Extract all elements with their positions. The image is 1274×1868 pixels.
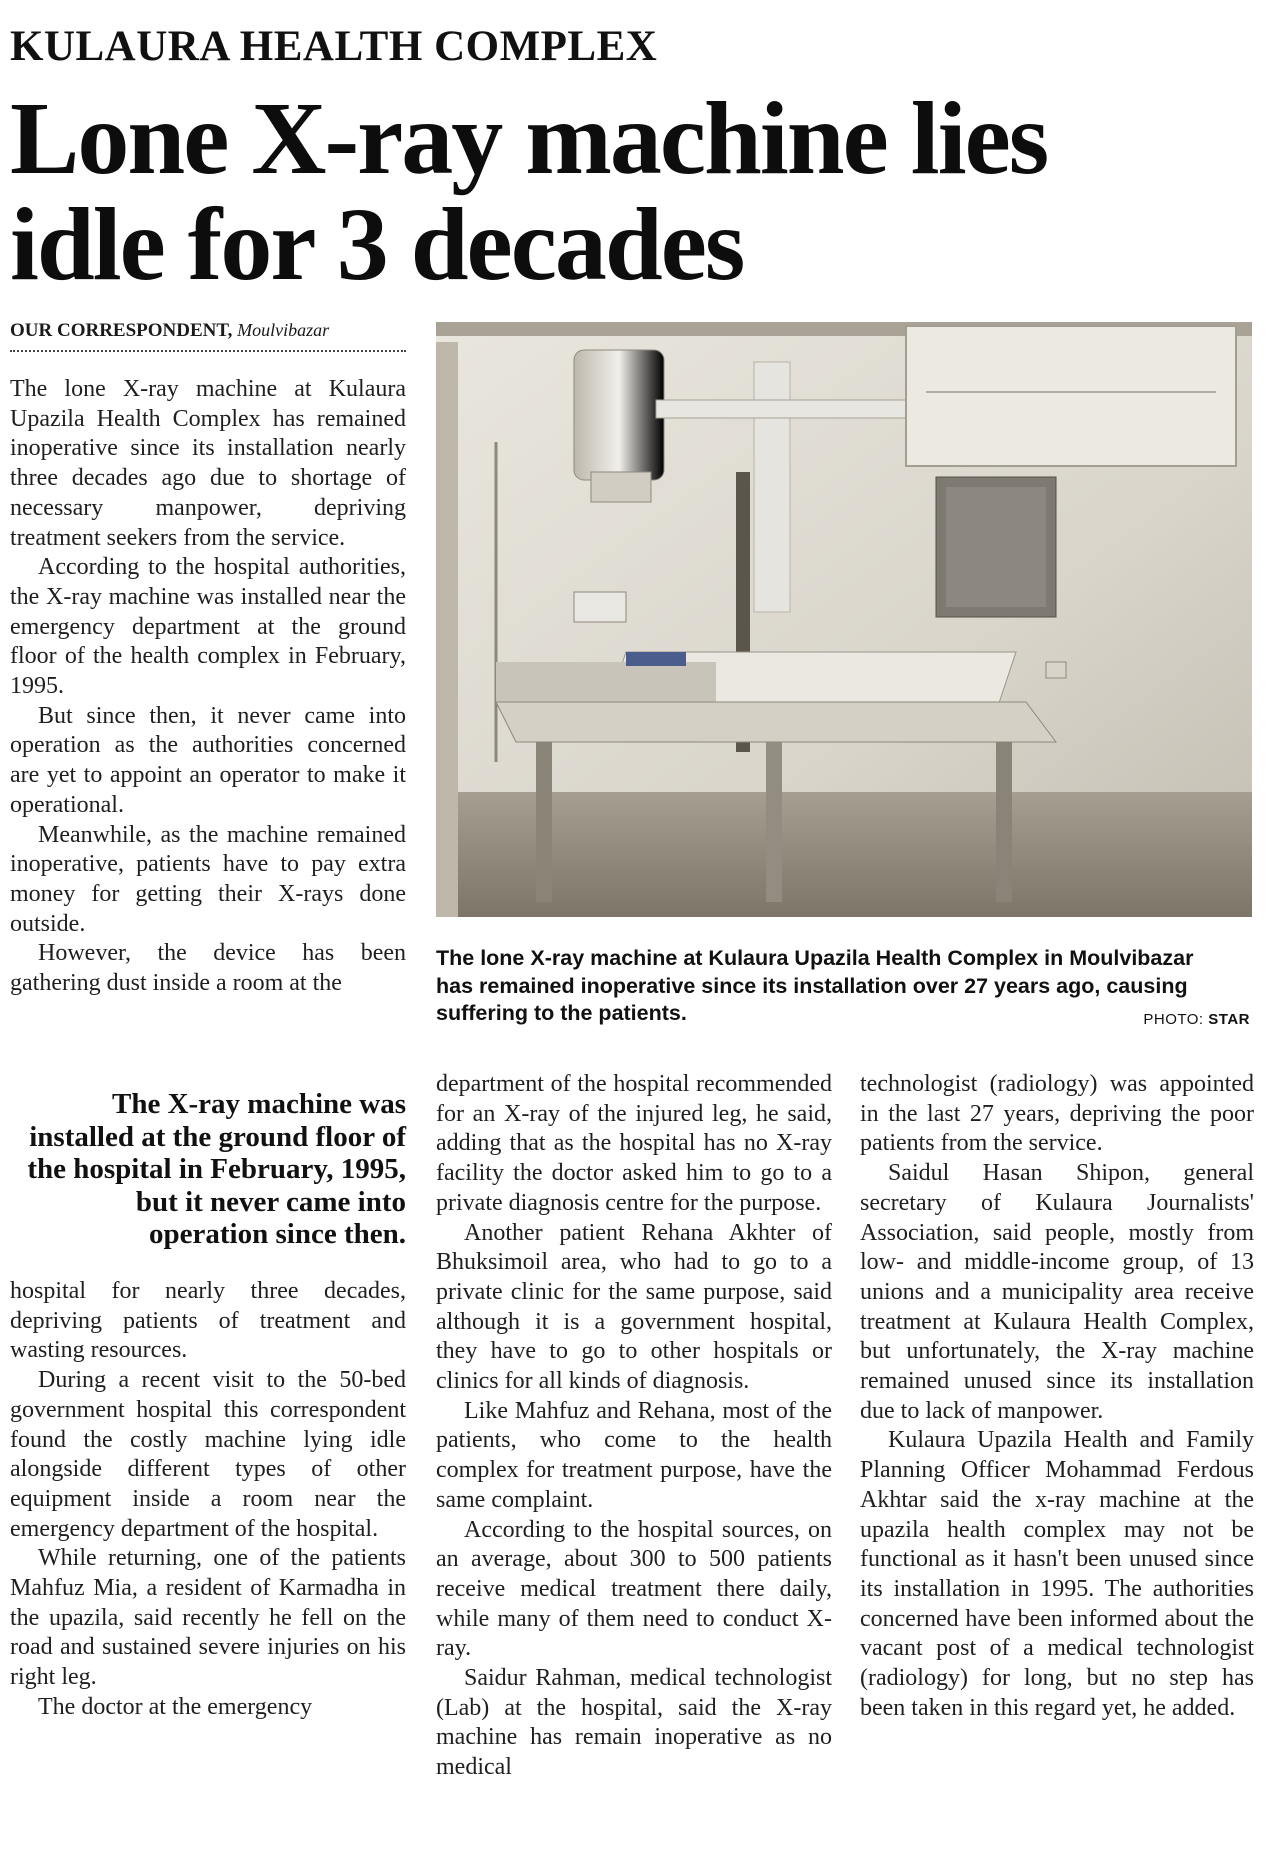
paragraph: However, the device has been gathering dust inside a room at the <box>10 940 406 997</box>
headline-line-1: Lone X-ray machine lies <box>10 81 1048 196</box>
paragraph: hospital for nearly three decades, depriving patients of treatment and wasting resources. <box>10 1278 406 1364</box>
column-2 <box>436 1070 832 1783</box>
photo-illustration <box>436 322 1252 917</box>
paragraph: technologist (radiology) was appointed in the last 27 years, depriving the poor patients from the service. <box>860 1071 1254 1157</box>
paragraph: Meanwhile, as the machine remained inoperative, patients have to pay extra money for getting their X-rays done outside. <box>10 821 406 937</box>
pull-quote: The X-ray machine was installed at the ground floor of the hospital in February, 1995, but it never came into operation since then. <box>27 1088 406 1250</box>
section-kicker: KULAURA HEALTH COMPLEX <box>10 23 658 70</box>
paragraph: Saidul Hasan Shipon, general secretary of Kulaura Journalists' Association, said people, mostly from low- and middle-income group, of 13 unions and a municipality area receive treatment at Kulaura Health Complex, but unfortunately, the X-ray machine remained unused since its installation due to lack of manpower. <box>860 1160 1254 1424</box>
caption-text: suffering to the patients. <box>436 1001 687 1025</box>
paragraph: According to the hospital sources, on an average, about 300 to 500 patients receive medical treatment there daily, while many of them need to conduct X-ray. <box>436 1516 832 1662</box>
byline <box>10 320 406 352</box>
caption-line-2: has remained inoperative since its installation over 27 years ago, causing <box>436 973 1188 998</box>
headline-line-2: idle for 3 decades <box>10 187 744 302</box>
paragraph: According to the hospital authorities, the X-ray machine was installed near the emergency department at the ground floor of the health complex in February, 1995. <box>10 554 406 700</box>
photo-credit <box>1143 1006 1250 1034</box>
caption-line-1: The lone X-ray machine at Kulaura Upazila Health Complex in Moulvibazar <box>436 946 1194 970</box>
paragraph: During a recent visit to the 50-bed government hospital this correspondent found the costly machine lying idle alongside different types of other equipment inside a room near the emergency department of the hospital. <box>10 1367 406 1542</box>
photo-credit-label: PHOTO: <box>1143 1011 1204 1028</box>
paragraph: Another patient Rehana Akhter of Bhuksimoil area, who had to go to a private clinic for the same purpose, said although it is a government hospital, they have to go to other hospitals or clinics for all kinds of diagnosis. <box>436 1219 832 1395</box>
column-3 <box>860 1070 1254 1723</box>
paragraph: Like Mahfuz and Rehana, most of the patients, who come to the health complex for treatment purpose, have the same complaint. <box>436 1397 832 1513</box>
paragraph: While returning, one of the patients Mahfuz Mia, a resident of Karmadha in the upazila, said recently he fell on the road and sustained severe injuries on his right leg. <box>10 1545 406 1691</box>
paragraph: But since then, it never came into operation as the authorities concerned are yet to appoint an operator to make it operational. <box>10 702 406 818</box>
byline-location: Moulvibazar <box>237 320 330 340</box>
column-1-bottom <box>10 1277 406 1723</box>
photo-caption <box>436 945 1252 1028</box>
column-1-top <box>10 375 406 999</box>
paragraph: The lone X-ray machine at Kulaura Upazila Health Complex has remained inoperative since its installation nearly three decades ago due to shortage of necessary manpower, depriving treatment seekers from the service. <box>10 376 406 551</box>
paragraph: Kulaura Upazila Health and Family Planning Officer Mohammad Ferdous Akhtar said the x-ray machine at the upazila health complex may not be functional as it hasn't been unused since its installation in 1995. The authorities concerned have been informed about the vacant post of a medical technologist (radiology) for long, but no step has been taken in this regard yet, he added. <box>860 1427 1254 1721</box>
paragraph: Saidur Rahman, medical technologist (Lab) at the hospital, said the X-ray machine has remain inoperative as no medical <box>436 1665 832 1781</box>
paragraph: The doctor at the emergency <box>38 1693 313 1720</box>
paragraph: department of the hospital recommended for an X-ray of the injured leg, he said, adding that as the hospital has no X-ray facility the doctor asked him to go to a private diagnosis centre for the purpose. <box>436 1071 832 1216</box>
headline <box>10 81 1270 302</box>
byline-name: OUR CORRESPONDENT, <box>10 320 233 341</box>
caption-line-3 <box>436 1000 1252 1028</box>
photo-credit-source: STAR <box>1208 1011 1250 1028</box>
xray-machine-photo <box>436 322 1252 917</box>
